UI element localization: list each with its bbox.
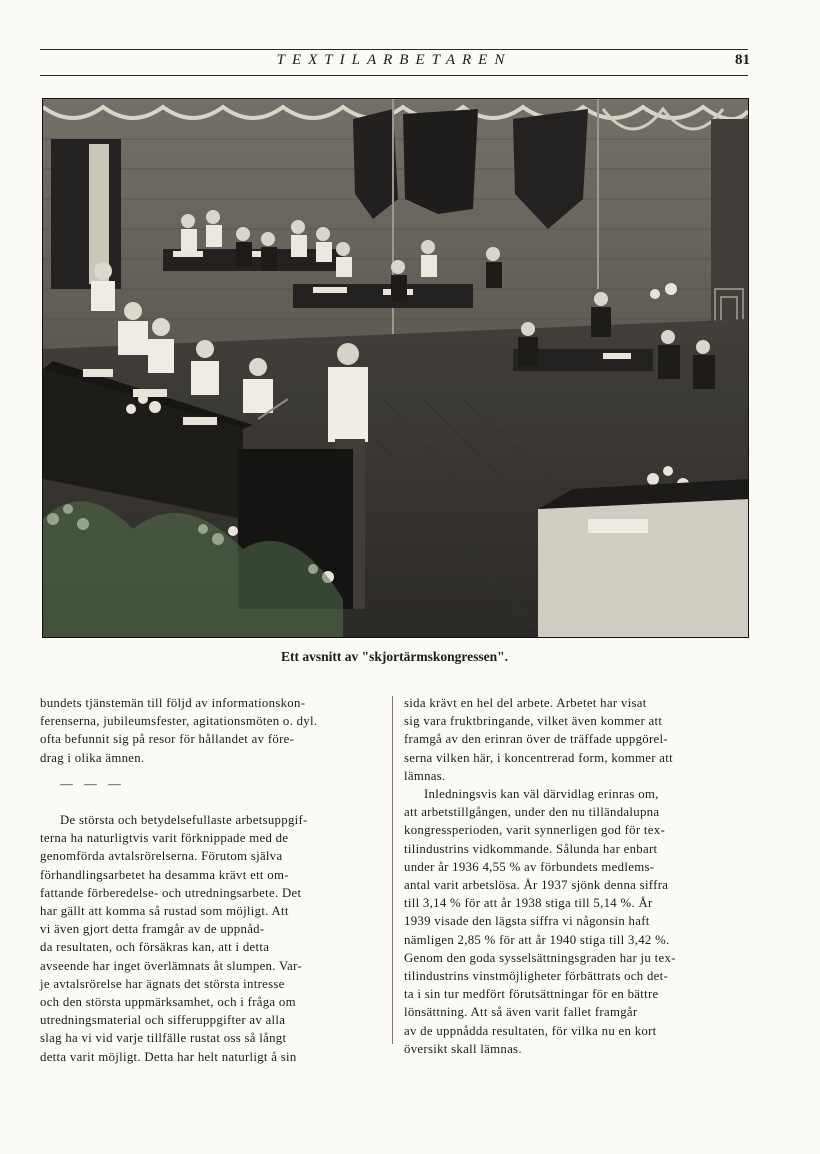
text-line: framgå av den erinran över de träffade uppgörel- <box>404 732 668 747</box>
running-title: TEXTILARBETAREN <box>276 52 512 68</box>
text-line: De största och betydelsefullaste arbetsuppgif- <box>60 813 308 828</box>
photo-caption: Ett avsnitt av "skjortärmskongressen". <box>281 649 508 664</box>
text-line: ofta befunnit sig på resor för hållandet av före- <box>40 732 295 747</box>
text-line: lämnas. <box>404 768 446 783</box>
text-line: serna vilken här, i koncentrerad form, kommer att <box>404 750 673 765</box>
column-divider <box>392 696 393 1044</box>
text-line: vi även gjort detta framgår av de uppnåd- <box>40 922 265 937</box>
text-line: förhandlingsarbetet ha desamma krävt ett om- <box>40 867 289 882</box>
text-line: tilindustrins vidkommande. Sålunda har enbart <box>404 841 658 856</box>
text-line: detta varit möjligt. Detta har helt naturligt å sin <box>40 1049 297 1064</box>
text-line: Genom den goda sysselsättningsgraden har ju tex- <box>404 950 676 965</box>
section-separator: — — — <box>60 776 125 791</box>
text-line: utredningsmaterial och sifferuppgifter av alla <box>40 1013 286 1028</box>
left-paragraph-2 <box>40 811 380 1066</box>
text-line: da resultaten, och försäkras kan, att i detta <box>40 940 270 955</box>
text-line: ferenserna, jubileumsfester, agitationsmöten o. dyl. <box>40 714 318 729</box>
text-line: ta i sin tur medfört förutsättningar för en bättre <box>404 987 659 1002</box>
page-number: 81 <box>735 52 750 68</box>
congress-photo-image <box>43 99 748 637</box>
text-line: genomförda avtalsrörelserna. Förutom själva <box>40 849 283 864</box>
text-line: Inledningsvis kan väl därvidlag erinras om, <box>424 787 659 802</box>
congress-photo <box>42 98 749 638</box>
text-line: har gällt att komma så rustad som möjligt. Att <box>40 904 289 919</box>
text-line: under år 1936 4,55 % av förbundets medlems- <box>404 859 655 874</box>
text-line: fattande förberedelse- och utredningsarbete. Det <box>40 885 302 900</box>
left-paragraph-1 <box>40 694 380 767</box>
right-paragraph-1 <box>404 694 747 785</box>
text-line: av de uppnådda resultaten, för vilka nu en kort <box>404 1023 657 1038</box>
text-line: sig vara fruktbringande, vilket även kommer att <box>404 714 663 729</box>
right-paragraph-2 <box>404 785 747 1058</box>
text-line: drag i olika ämnen. <box>40 750 145 765</box>
text-line: att arbetstillgången, under den nu tilländalupna <box>404 805 660 820</box>
text-line: antal varit arbetslösa. År 1937 sjönk denna siffra <box>404 878 669 893</box>
text-line: 1939 visade den lägsta siffra vi någonsin haft <box>404 914 650 929</box>
text-line: bundets tjänstemän till följd av informationskon- <box>40 696 306 710</box>
text-line: terna ha naturligtvis varit förknippade med de <box>40 831 289 846</box>
text-line: till 3,14 % för att år 1938 stiga till 5,14 %. År <box>404 896 653 911</box>
header-top-rule <box>40 49 748 50</box>
text-line: kongressperioden, varit synnerligen god för tex- <box>404 823 666 838</box>
text-line: översikt skall lämnas. <box>404 1041 522 1056</box>
text-line: sida krävt en hel del arbete. Arbetet har visat <box>404 696 647 710</box>
text-line: slag ha vi vid varje tillfälle rustat oss så långt <box>40 1031 287 1046</box>
header-bottom-rule <box>40 75 748 76</box>
text-line: och den största uppmärksamhet, och i fråga om <box>40 995 296 1010</box>
text-line: je avtalsrörelse har ägnats det största intresse <box>40 976 285 991</box>
right-column <box>404 694 747 1058</box>
text-line: nämligen 2,85 % för att år 1940 stiga till 3,42 %. <box>404 932 670 947</box>
left-column <box>40 694 380 1066</box>
text-line: tilindustrins vinstmöjligheter förbättrats och det- <box>404 969 669 984</box>
text-line: avseende har inget överlämnats åt slumpen. Var- <box>40 958 302 973</box>
text-line: lönsättning. Att så även varit fallet framgår <box>404 1005 638 1020</box>
